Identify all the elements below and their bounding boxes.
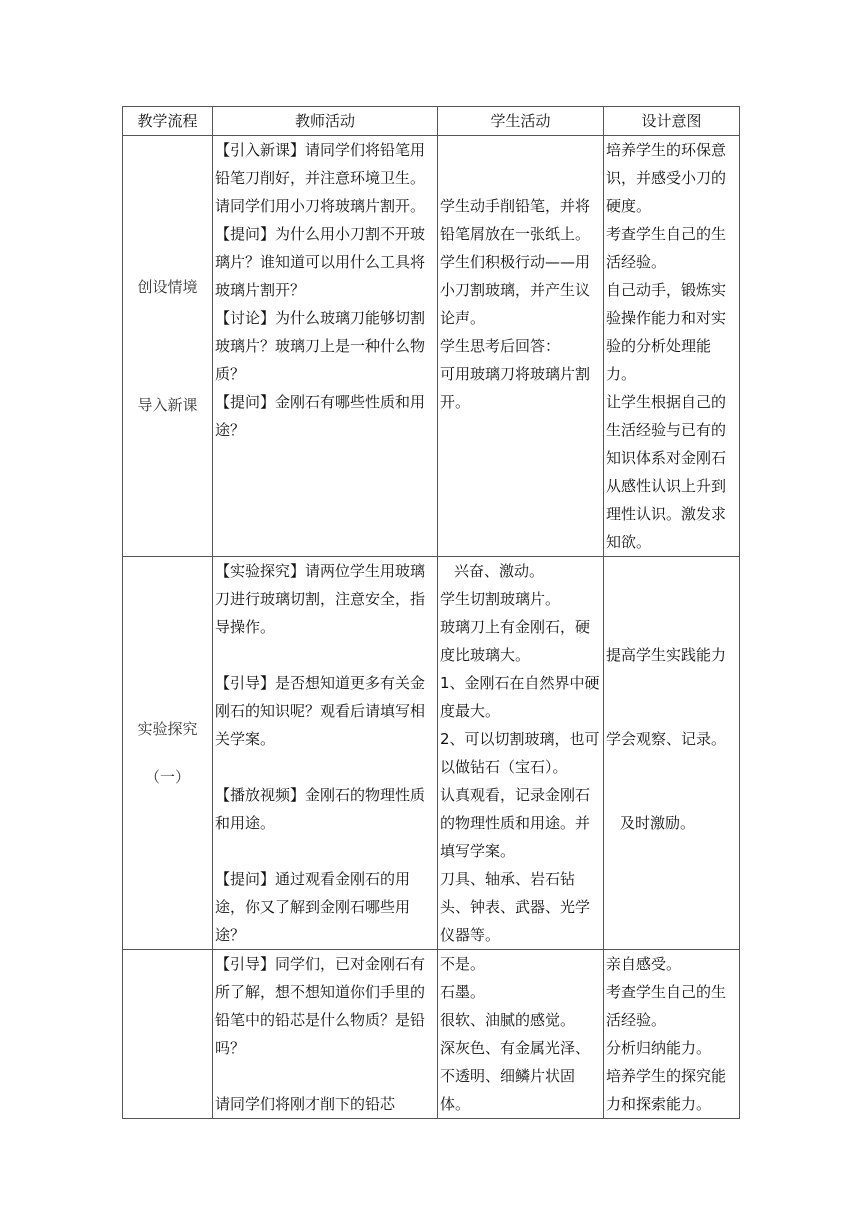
intent-paragraph: 自己动手，锻炼实验操作能力和对实验的分析处理能力。	[606, 281, 727, 383]
stage-cell	[123, 557, 213, 950]
student-paragraph: 认真观看，记录金刚石的物理性质和用途。并填写学案。	[440, 786, 591, 860]
teacher-paragraph: 请同学们将刚才削下的铅芯	[215, 1095, 396, 1113]
intent-paragraph: 培养学生的环保意识，并感受小刀的硬度。	[606, 141, 727, 215]
design-intent-cell	[604, 136, 740, 557]
header-teacher-activity: 教师活动	[213, 107, 438, 136]
student-paragraph: 学生们积极行动——用小刀割玻璃，并产生议论声。	[440, 253, 591, 327]
student-paragraph: 学生动手削铅笔，并将铅笔屑放在一张纸上。	[440, 197, 591, 243]
lesson-plan-table	[122, 106, 740, 1119]
student-paragraph: 不是。	[440, 955, 486, 973]
header-student-activity: 学生活动	[438, 107, 604, 136]
teacher-activity-cell	[213, 136, 438, 557]
teacher-paragraph: 【提问】金刚石有哪些性质和用途？	[215, 393, 426, 439]
student-paragraph: 刀具、轴承、岩石钻头、钟表、武器、光学仪器等。	[440, 870, 591, 944]
design-intent-cell	[604, 950, 740, 1119]
teacher-paragraph: 【播放视频】金刚石的物理性质和用途。	[215, 786, 426, 832]
intent-paragraph: 学会观察、记录。	[606, 730, 727, 748]
teacher-paragraph: 请同学们用小刀将玻璃片割开。	[215, 197, 426, 215]
student-paragraph: 1、金刚石在自然界中硬度最大。	[440, 674, 600, 720]
student-paragraph: 兴奋、激动。	[454, 562, 545, 580]
table-header-row	[123, 107, 740, 136]
teacher-paragraph: 【实验探究】请两位学生用玻璃刀进行玻璃切割，注意安全，指导操作。	[215, 562, 426, 636]
intent-paragraph: 考查学生自己的生活经验。	[606, 225, 727, 271]
design-intent-cell	[604, 557, 740, 950]
student-paragraph: 学生思考后回答：	[440, 337, 561, 355]
intent-paragraph: 让学生根据自己的生活经验与已有的知识体系对金刚石从感性认识上升到理性认识。激发求知欲。	[606, 393, 727, 551]
teacher-activity-cell	[213, 557, 438, 950]
teacher-activity-cell	[213, 950, 438, 1119]
intent-paragraph: 培养学生的探究能力和探索能力。	[606, 1067, 727, 1113]
student-paragraph: 很软、油腻的感觉。	[440, 1011, 576, 1029]
header-process: 教学流程	[123, 107, 213, 136]
intent-paragraph: 分析归纳能力。	[606, 1039, 712, 1057]
student-paragraph: 可用玻璃刀将玻璃片割开。	[440, 365, 591, 411]
stage-label: 实验探究	[137, 720, 198, 738]
stage-label: （一）	[144, 768, 190, 786]
student-activity-cell	[438, 136, 604, 557]
intent-paragraph: 提高学生实践能力	[606, 646, 727, 664]
table-row	[123, 950, 740, 1119]
table-row	[123, 136, 740, 557]
intent-paragraph: 亲自感受。	[606, 955, 682, 973]
student-activity-cell	[438, 950, 604, 1119]
teacher-paragraph: 【引入新课】请同学们将铅笔用铅笔刀削好，并注意环境卫生。	[215, 141, 426, 187]
stage-cell	[123, 136, 213, 557]
student-paragraph: 学生切割玻璃片。	[440, 590, 561, 608]
stage-cell	[123, 950, 213, 1119]
student-paragraph: 2、可以切割玻璃，也可以做钻石（宝石）。	[440, 730, 600, 776]
intent-paragraph: 及时激励。	[620, 814, 696, 832]
stage-label: 导入新课	[137, 396, 198, 414]
teacher-paragraph: 【提问】为什么用小刀割不开玻璃片？谁知道可以用什么工具将玻璃片割开？	[215, 225, 426, 299]
header-design-intent: 设计意图	[604, 107, 740, 136]
student-paragraph: 石墨。	[440, 983, 486, 1001]
intent-paragraph: 考查学生自己的生活经验。	[606, 983, 727, 1029]
student-activity-cell	[438, 557, 604, 950]
teacher-paragraph: 【提问】通过观看金刚石的用途，你又了解到金刚石哪些用途？	[215, 870, 411, 944]
student-paragraph: 深灰色、有金属光泽、不透明、细鳞片状固体。	[440, 1039, 591, 1113]
teacher-paragraph: 【引导】同学们，已对金刚石有所了解，想不想知道你们手里的铅笔中的铅芯是什么物质？是铅吗？	[215, 955, 426, 1057]
teacher-paragraph: 【引导】是否想知道更多有关金刚石的知识呢？观看后请填写相关学案。	[215, 674, 426, 748]
stage-label: 创设情境	[137, 278, 198, 296]
student-paragraph: 玻璃刀上有金刚石，硬度比玻璃大。	[440, 618, 591, 664]
teacher-paragraph: 【讨论】为什么玻璃刀能够切割玻璃片？玻璃刀上是一种什么物质？	[215, 309, 426, 383]
table-row	[123, 557, 740, 950]
